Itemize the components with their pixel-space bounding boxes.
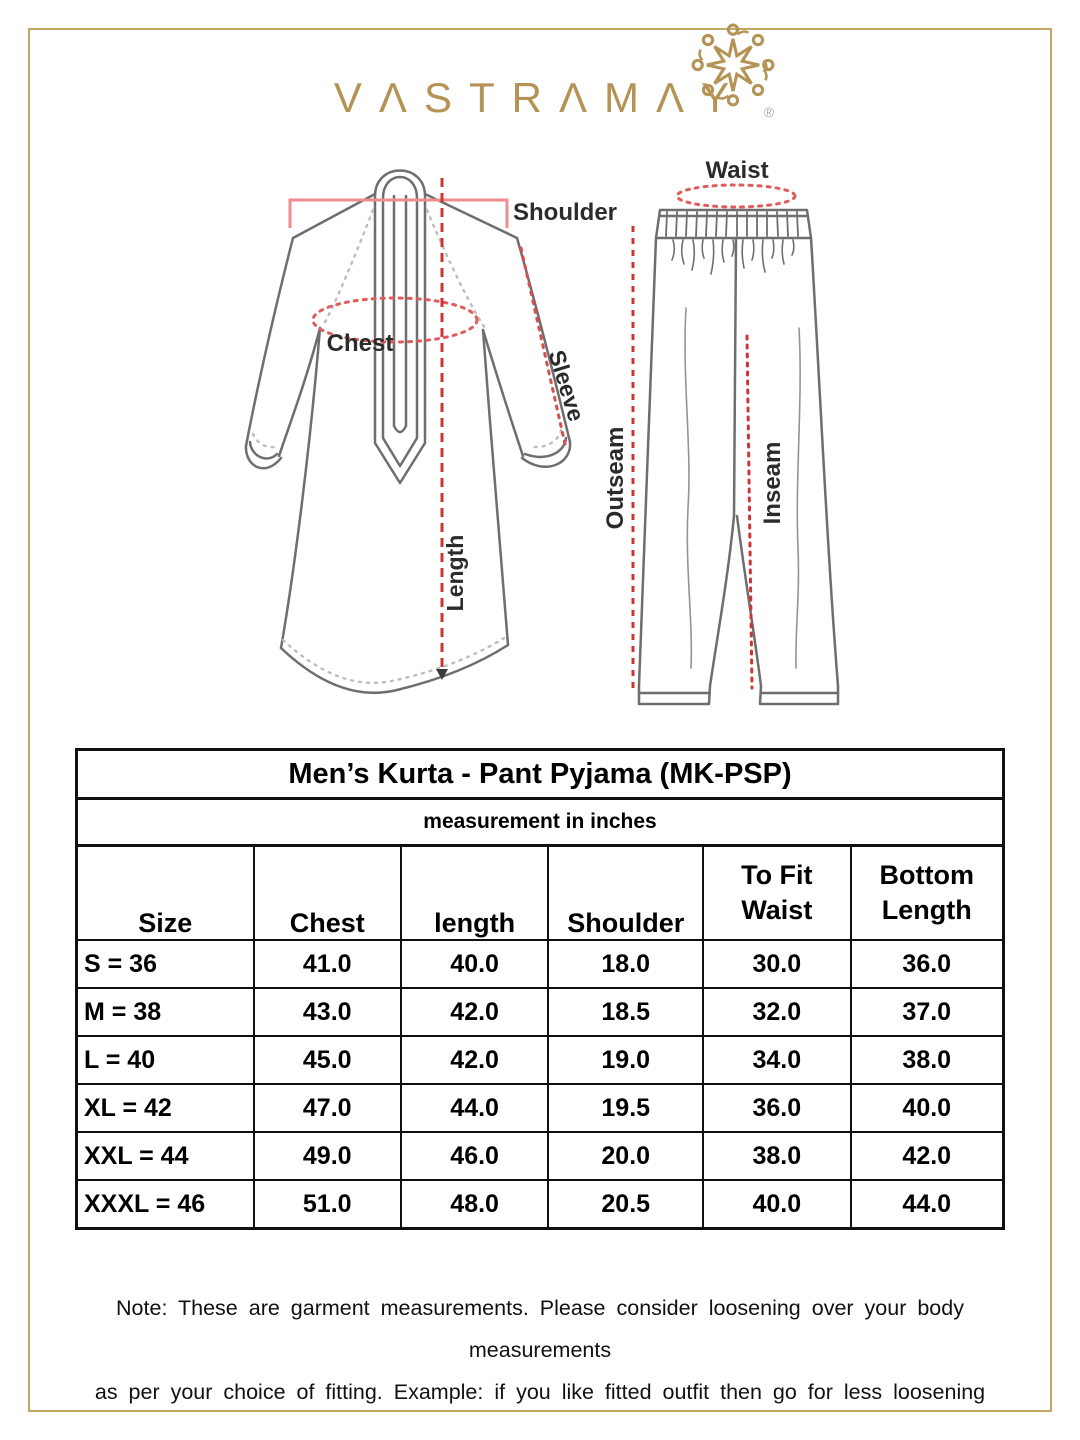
chest-value: 41.0 [254, 940, 401, 988]
length-value: 42.0 [401, 1036, 548, 1084]
chest-value: 45.0 [254, 1036, 401, 1084]
column-header-chest: Chest [254, 846, 401, 941]
column-header-shoulder: Shoulder [548, 846, 703, 941]
outseam-label: Outseam [602, 426, 629, 530]
length-value: 40.0 [401, 940, 548, 988]
note-line-1: Note: These are garment measurements. Please consider loosening over your body measurements [116, 1296, 964, 1362]
table-subtitle: measurement in inches [77, 799, 1004, 846]
inseam-label: Inseam [759, 441, 786, 525]
column-header-bottom-length: Bottom Length [851, 846, 1004, 941]
bottom-length-value: 44.0 [851, 1180, 1004, 1229]
shoulder-label: Shoulder [513, 199, 618, 226]
bottom-length-value: 40.0 [851, 1084, 1004, 1132]
brand-logo-text: VΛSTRΛMΛY [333, 74, 747, 121]
waist-value: 36.0 [703, 1084, 850, 1132]
waist-value: 40.0 [703, 1180, 850, 1229]
measurement-note [60, 1288, 1020, 1414]
shoulder-value: 20.0 [548, 1132, 703, 1180]
size-chart [75, 748, 1005, 1230]
rosette-emblem-icon [690, 22, 776, 108]
chest-value: 51.0 [254, 1180, 401, 1229]
table-row-xl [77, 1084, 1004, 1132]
table-title: Men’s Kurta - Pant Pyjama (MK-PSP) [77, 750, 1004, 799]
sleeve-measure-line [521, 248, 565, 444]
note-line-2: as per your choice of fitting. Example: if you like fitted outfit then go for less loosening [94, 1379, 986, 1404]
table-subtitle-row [77, 799, 1004, 846]
measurement-diagram [225, 148, 895, 728]
waist-label: Waist [705, 157, 769, 184]
column-header-size: Size [77, 846, 254, 941]
brand-header [0, 74, 1080, 122]
size-value: M = 38 [77, 988, 254, 1036]
size-value: XXXL = 46 [77, 1180, 254, 1229]
column-header-to-fit-waist: To Fit Waist [703, 846, 850, 941]
chest-value: 47.0 [254, 1084, 401, 1132]
table-row-s [77, 940, 1004, 988]
bottom-length-value: 38.0 [851, 1036, 1004, 1084]
size-value: XXL = 44 [77, 1132, 254, 1180]
shoulder-value: 19.5 [548, 1084, 703, 1132]
registered-trademark-icon: ® [763, 104, 775, 120]
waist-value: 30.0 [703, 940, 850, 988]
bottom-length-value: 42.0 [851, 1132, 1004, 1180]
shoulder-value: 18.5 [548, 988, 703, 1036]
column-header-length: length [401, 846, 548, 941]
size-value: L = 40 [77, 1036, 254, 1084]
table-row-xxxl [77, 1180, 1004, 1229]
sleeve-label: Sleeve [543, 346, 590, 425]
size-value: XL = 42 [77, 1084, 254, 1132]
inseam-measure-line [747, 336, 752, 688]
shoulder-measure-line [290, 200, 507, 228]
waist-value: 38.0 [703, 1132, 850, 1180]
chest-value: 49.0 [254, 1132, 401, 1180]
shoulder-value: 19.0 [548, 1036, 703, 1084]
chest-value: 43.0 [254, 988, 401, 1036]
bottom-length-value: 36.0 [851, 940, 1004, 988]
length-value: 48.0 [401, 1180, 548, 1229]
waist-value: 32.0 [703, 988, 850, 1036]
length-value: 42.0 [401, 988, 548, 1036]
table-row-xxl [77, 1132, 1004, 1180]
table-row-m [77, 988, 1004, 1036]
shoulder-value: 18.0 [548, 940, 703, 988]
kurta-measure-lines [290, 178, 565, 680]
waist-measure-ellipse [677, 185, 795, 207]
size-value: S = 36 [77, 940, 254, 988]
pyjama-measure-lines [633, 185, 795, 691]
pyjama-drawing [639, 210, 838, 704]
length-value: 46.0 [401, 1132, 548, 1180]
shoulder-value: 20.5 [548, 1180, 703, 1229]
table-row-l [77, 1036, 1004, 1084]
length-value: 44.0 [401, 1084, 548, 1132]
chest-label: Chest [326, 330, 394, 357]
bottom-length-value: 37.0 [851, 988, 1004, 1036]
table-title-row [77, 750, 1004, 799]
table-header-row [77, 846, 1004, 941]
length-label: Length [442, 534, 468, 612]
waist-value: 34.0 [703, 1036, 850, 1084]
